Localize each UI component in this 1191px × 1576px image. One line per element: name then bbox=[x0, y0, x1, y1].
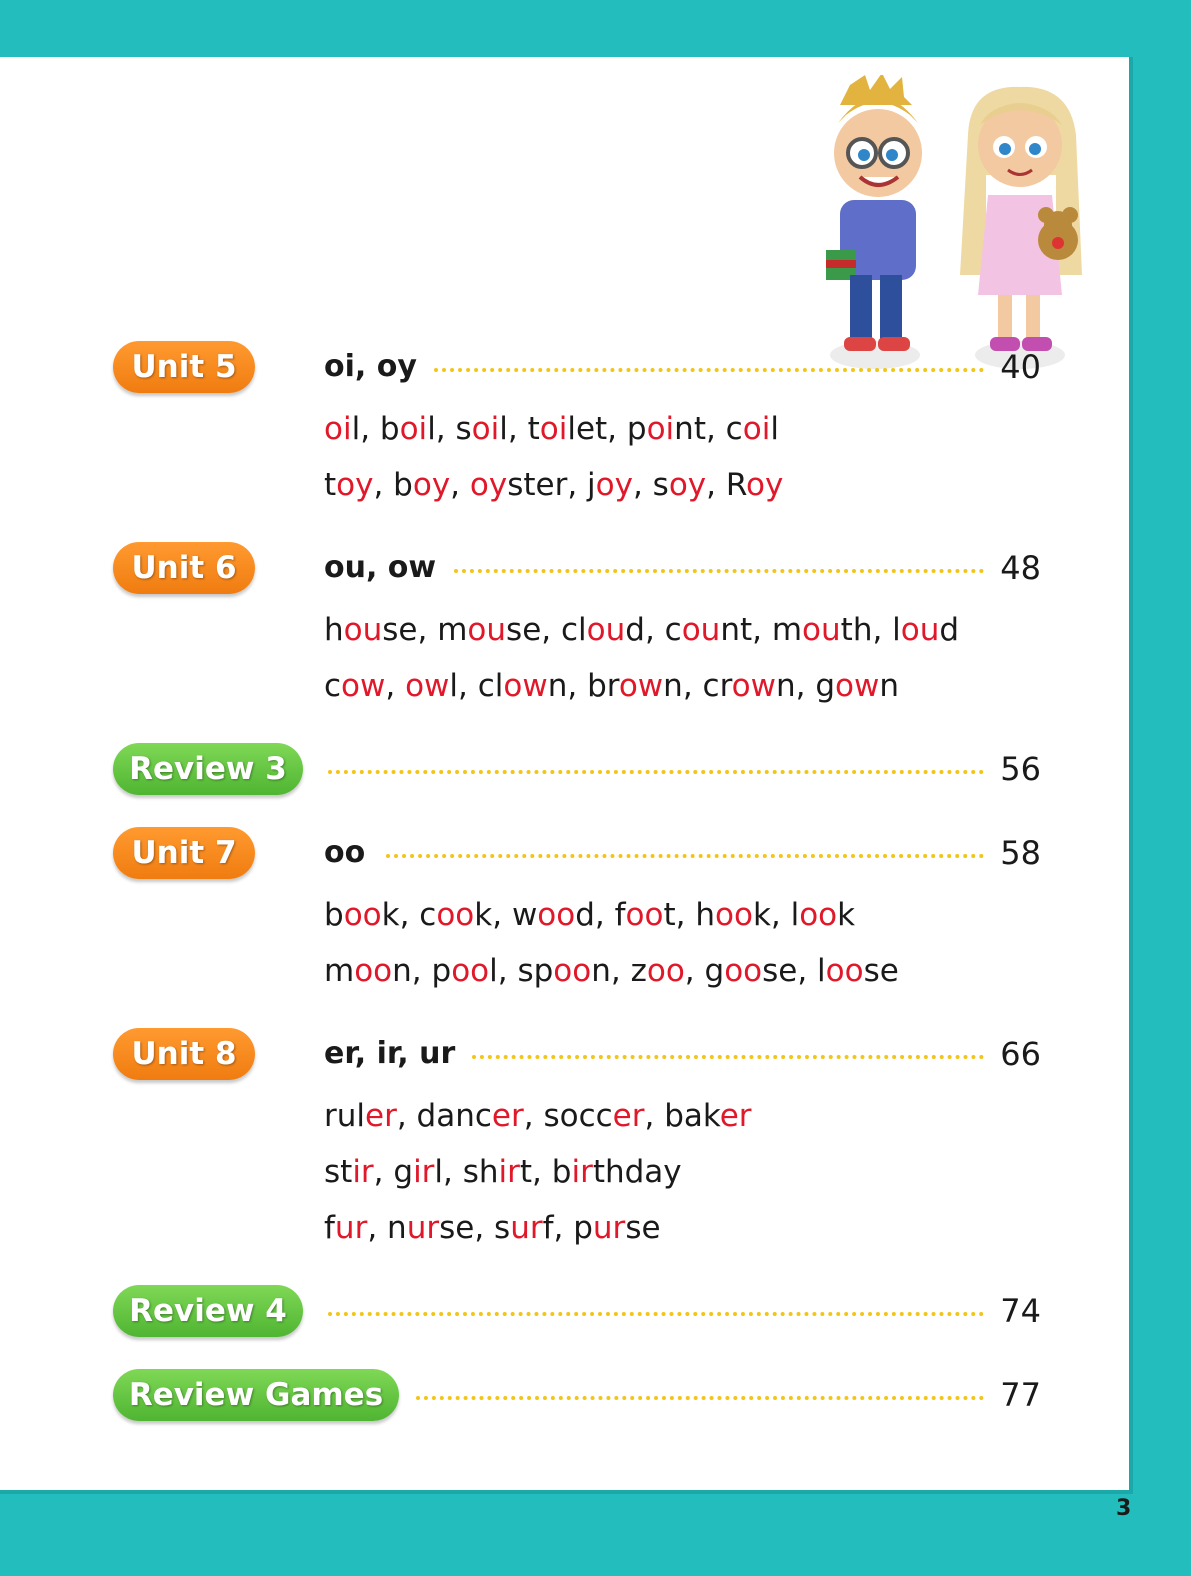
word-text: d, c bbox=[625, 612, 682, 648]
highlighted-letters: er bbox=[719, 1098, 752, 1134]
review-games-page: 77 bbox=[1000, 1376, 1041, 1414]
word-text: , R bbox=[706, 467, 746, 503]
highlighted-letters: oy bbox=[336, 467, 374, 503]
word-text: l, sh bbox=[434, 1154, 499, 1190]
word-text: f, p bbox=[542, 1210, 593, 1246]
highlighted-letters: ir bbox=[571, 1154, 593, 1190]
highlighted-letters: oy bbox=[668, 467, 707, 503]
highlighted-letters: ur bbox=[592, 1210, 626, 1246]
highlighted-letters: ou bbox=[900, 612, 940, 648]
unit-7-page: 58 bbox=[1000, 834, 1041, 872]
unit-5-topic: oi, oy bbox=[324, 349, 417, 384]
unit-6-page: 48 bbox=[1000, 549, 1041, 587]
unit-8-topic: er, ir, ur bbox=[324, 1036, 456, 1071]
word-text: , n bbox=[367, 1210, 407, 1246]
unit-8-words-line-3 bbox=[324, 1206, 661, 1250]
unit-6-words-line-1 bbox=[324, 608, 959, 652]
highlighted-letters: ou bbox=[343, 612, 383, 648]
word-text: nt, m bbox=[720, 612, 803, 648]
review-3-page: 56 bbox=[1000, 750, 1041, 788]
highlighted-letters: oo bbox=[724, 953, 763, 989]
highlighted-letters: oy bbox=[412, 467, 451, 503]
unit-6-words-line-2 bbox=[324, 664, 899, 708]
page-number: 3 bbox=[1116, 1496, 1132, 1521]
word-text: d, f bbox=[575, 897, 626, 933]
dot-leader bbox=[328, 770, 984, 774]
word-text: , g bbox=[373, 1154, 414, 1190]
dot-leader bbox=[416, 1396, 984, 1400]
dot-leader bbox=[472, 1055, 984, 1059]
unit-5-page: 40 bbox=[1000, 348, 1041, 386]
unit-5-words-line-1 bbox=[324, 407, 779, 451]
word-text: k, l bbox=[752, 897, 800, 933]
highlighted-letters: oo bbox=[343, 897, 382, 933]
review-3-badge: Review 3 bbox=[113, 743, 303, 795]
word-text: , bbox=[385, 668, 406, 704]
highlighted-letters: oy bbox=[595, 467, 633, 503]
highlighted-letters: ur bbox=[510, 1210, 543, 1246]
highlighted-letters: er bbox=[491, 1098, 524, 1134]
unit-7-words-line-2 bbox=[324, 949, 899, 993]
highlighted-letters: oo bbox=[715, 897, 753, 933]
word-text: k bbox=[837, 897, 856, 933]
highlighted-letters: oo bbox=[799, 897, 838, 933]
word-text: nt, c bbox=[674, 411, 743, 447]
highlighted-letters: oi bbox=[539, 411, 568, 447]
dot-leader bbox=[454, 569, 984, 573]
word-text: c bbox=[324, 668, 342, 704]
word-text: st bbox=[324, 1154, 353, 1190]
highlighted-letters: ir bbox=[413, 1154, 435, 1190]
word-text: k, w bbox=[474, 897, 538, 933]
word-text: , bbox=[450, 467, 470, 503]
highlighted-letters: oi bbox=[324, 411, 352, 447]
word-text: l, cl bbox=[449, 668, 504, 704]
highlighted-letters: oo bbox=[646, 953, 685, 989]
highlighted-letters: oo bbox=[537, 897, 576, 933]
unit-8-words-line-1 bbox=[324, 1094, 752, 1138]
word-text: n, z bbox=[591, 953, 647, 989]
word-text: ster, j bbox=[507, 467, 596, 503]
highlighted-letters: oy bbox=[469, 467, 508, 503]
word-text: b bbox=[324, 897, 344, 933]
highlighted-letters: oi bbox=[646, 411, 675, 447]
unit-7-badge: Unit 7 bbox=[113, 827, 255, 879]
word-text: l, b bbox=[351, 411, 400, 447]
word-text: th, l bbox=[840, 612, 901, 648]
unit-6-topic: ou, ow bbox=[324, 550, 437, 585]
review-4-page: 74 bbox=[1000, 1292, 1041, 1330]
review-games-badge: Review Games bbox=[113, 1369, 399, 1421]
highlighted-letters: ow bbox=[618, 668, 664, 704]
highlighted-letters: ur bbox=[334, 1210, 368, 1246]
highlighted-letters: oo bbox=[625, 897, 664, 933]
word-text: let, p bbox=[567, 411, 647, 447]
word-text: k, c bbox=[381, 897, 437, 933]
highlighted-letters: er bbox=[612, 1098, 645, 1134]
highlighted-letters: er bbox=[365, 1098, 397, 1134]
highlighted-letters: ow bbox=[405, 668, 450, 704]
review-4-badge: Review 4 bbox=[113, 1285, 303, 1337]
word-text: l, s bbox=[427, 411, 472, 447]
highlighted-letters: oo bbox=[354, 953, 393, 989]
word-text: t, h bbox=[663, 897, 715, 933]
word-text: n, p bbox=[392, 953, 452, 989]
word-text: , bak bbox=[644, 1098, 720, 1134]
word-text: l, t bbox=[499, 411, 540, 447]
word-text: t, b bbox=[519, 1154, 572, 1190]
highlighted-letters: oi bbox=[742, 411, 771, 447]
word-text: l, sp bbox=[489, 953, 554, 989]
word-text: , socc bbox=[523, 1098, 613, 1134]
highlighted-letters: oo bbox=[825, 953, 864, 989]
word-text: n, g bbox=[775, 668, 836, 704]
word-text: f bbox=[324, 1210, 335, 1246]
highlighted-letters: ur bbox=[406, 1210, 440, 1246]
word-text: d bbox=[939, 612, 960, 648]
word-text: se, s bbox=[439, 1210, 511, 1246]
highlighted-letters: ou bbox=[681, 612, 721, 648]
word-text: h bbox=[324, 612, 344, 648]
page bbox=[0, 57, 1133, 1494]
highlighted-letters: oi bbox=[399, 411, 428, 447]
highlighted-letters: oo bbox=[436, 897, 475, 933]
unit-7-words-line-1 bbox=[324, 893, 855, 937]
highlighted-letters: ow bbox=[835, 668, 880, 704]
word-text: , s bbox=[632, 467, 669, 503]
word-text: n, cr bbox=[663, 668, 732, 704]
dot-leader bbox=[386, 854, 984, 858]
highlighted-letters: ou bbox=[802, 612, 841, 648]
highlighted-letters: ow bbox=[731, 668, 776, 704]
word-text: thday bbox=[592, 1154, 682, 1190]
highlighted-letters: ow bbox=[341, 668, 386, 704]
word-text: t bbox=[324, 467, 337, 503]
word-text: se, m bbox=[382, 612, 468, 648]
unit-8-words-line-2 bbox=[324, 1150, 682, 1194]
word-text: m bbox=[324, 953, 355, 989]
dot-leader bbox=[434, 368, 984, 372]
word-text: rul bbox=[324, 1098, 366, 1134]
highlighted-letters: ow bbox=[503, 668, 548, 704]
word-text: se, l bbox=[762, 953, 826, 989]
unit-5-words-line-2 bbox=[324, 463, 783, 507]
word-text: , danc bbox=[396, 1098, 492, 1134]
word-text: n, br bbox=[547, 668, 619, 704]
highlighted-letters: ir bbox=[498, 1154, 520, 1190]
highlighted-letters: oo bbox=[553, 953, 592, 989]
highlighted-letters: oi bbox=[471, 411, 500, 447]
dot-leader bbox=[328, 1312, 984, 1316]
highlighted-letters: oy bbox=[746, 467, 784, 503]
unit-6-badge: Unit 6 bbox=[113, 542, 255, 594]
highlighted-letters: ou bbox=[467, 612, 507, 648]
word-text: se bbox=[625, 1210, 661, 1246]
unit-5-badge: Unit 5 bbox=[113, 341, 255, 393]
word-text: l bbox=[770, 411, 779, 447]
word-text: se, cl bbox=[506, 612, 587, 648]
unit-8-page: 66 bbox=[1000, 1035, 1041, 1073]
unit-7-topic: oo bbox=[324, 835, 366, 870]
highlighted-letters: ou bbox=[586, 612, 626, 648]
kids-illustration bbox=[820, 75, 1090, 375]
word-text: , b bbox=[373, 467, 413, 503]
highlighted-letters: ir bbox=[352, 1154, 374, 1190]
word-text: , g bbox=[684, 953, 725, 989]
word-text: se bbox=[863, 953, 899, 989]
word-text: n bbox=[879, 668, 899, 704]
unit-8-badge: Unit 8 bbox=[113, 1028, 255, 1080]
highlighted-letters: oo bbox=[451, 953, 490, 989]
